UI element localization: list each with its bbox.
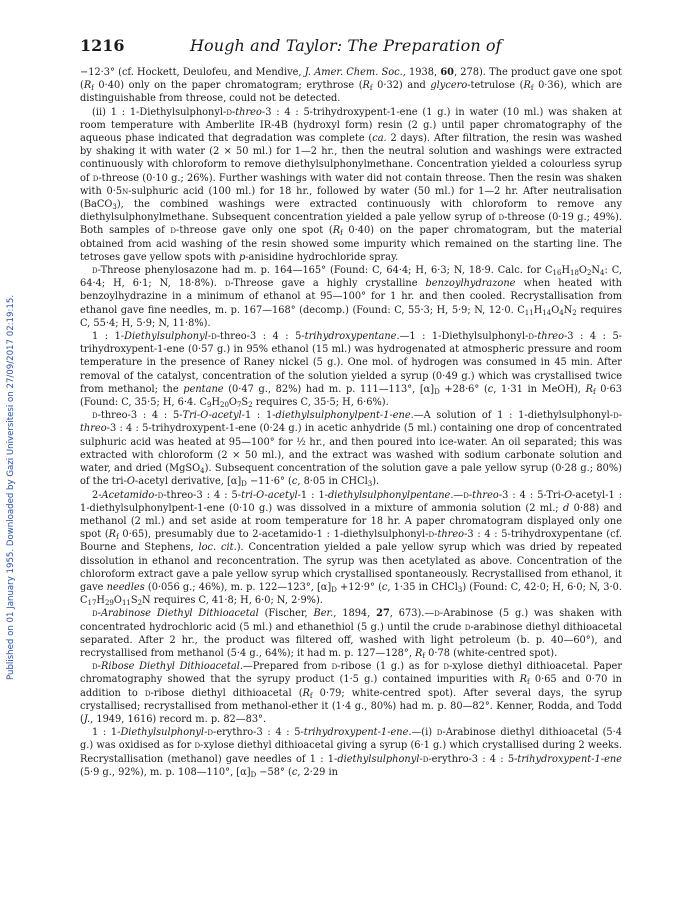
paragraph: d-Ribose Diethyl Dithioacetal.—Prepared from d-ribose (1 g.) as for d-xylose diethyl dithioacetal. Paper chromatography showed that the syrupy product (1·5 g.) contained impurities with $R_f$ 0·65 and 0·70 in addition to d-ribose diethyl dithioacetal ($R_f$ 0·79; white-centred spot). After several days, the syrup crystallised; recrystallised from methanol-ether it (1·4 g., 80%) had m. p. 80—82°. Kenner, Rodda, and Todd (J., 1949, 1616) record m. p. 82—83°. (80, 661, 623, 725)
paragraph: (ii) 1 : 1-Diethylsulphonyl-d-threo-3 : 4 : 5-trihydroxypent-1-ene (1 g.) in water (10 ml.) was shaken at room temperature with Amberlite IR-4B (hydroxyl form) resin (2 g.) until paper chromatography of the aqueous phase indicated that degradation was complete (ca. 2 days). After filtration, the resin was washed by shaking it with water (2 × 50 ml.) for 1—2 hr., then the neutral solution and washings were extracted continuously with chloroform to remove diethylsulphonylmethane. Concentration yielded a colourless syrup of d-threose (0·10 g.; 26%). Further washings with water did not contain threose. Then the resin was shaken with 0·5n-sulphuric acid (100 ml.) for 18 hr., followed by water (50 ml.) for 1—2 hr. After neutralisation (BaCO$_3$), the combined washings were extracted continuously with chloroform to remove any diethylsulphonylmethane. Subsequent concentration yielded a pale yellow syrup of d-threose (0·19 g.; 49%). Both samples of d-threose gave only one spot ($R_f$ 0·40) on the paper chromatogram, but the material obtained from acid washing of the resin showed some impurity which remained on the starting line. The tetroses gave yellow spots with p-anisidine hydrochloride spray. (80, 106, 622, 263)
paragraph: −12·3° (cf. Hockett, Deulofeu, and Mendive, J. Amer. Chem. Soc., 1938, 60, 278). The product gave one spot ($R_f$ 0·40) only on the paper chromatogram; erythrose ($R_f$ 0·32) and glycero-tetrulose ($R_f$ 0·36), which are distinguishable from threose, could not be detected. (80, 67, 622, 105)
download-watermark-text: Published on 01 January 1955. Downloaded by Gazi Universitesi on 27/09/2017 02:19:15. (6, 294, 16, 680)
paragraph: d-Threose phenylosazone had m. p. 164—165° (Found: C, 64·4; H, 6·3; N, 18·9. Calc. for $C_{16}H_{18}O_2N_4$: C, 64·4; H, 6·1; N, 18·8%). d-Threose gave a highly crystalline benzoylhydrazone when heated with benzoylhydrazine in a minimum of ethanol at 95—100° for 1 hr. and then cooled. Recrystallisation from ethanol gave fine needles, m. p. 167—168° (decomp.) (Found: C, 55·3; H, 5·9; N, 12·0. $C_{11}H_{14}O_4N_2$ requires C, 55·4; H, 5·9; N, 11·8%). (80, 265, 622, 329)
paragraph: 2-Acetamido-d-threo-3 : 4 : 5-tri-O-acetyl-1 : 1-diethylsulphonylpentane.—d-threo-3 : 4 : 5-Tri-O-acetyl-1 : 1-diethylsulphonylpent-1-ene (0·10 g.) was dissolved in a mixture of ammonia solution (2 ml.; d 0·88) and methanol (2 ml.) and set aside at room temperature for 18 hr. A paper chromatogram displayed only one spot ($R_f$ 0·65), presumably due to 2-acetamido-1 : 1-diethylsulphonyl-d-threo-3 : 4 : 5-trihydroxypentane (cf. Bourne and Stephens, loc. cit.). Concentration yielded a pale yellow syrup which was dried by repeated dissolution in ethanol and reconcentration. The syrup was then acetylated as above. Concentration of the chloroform extract gave a pale yellow syrup which crystallised spontaneously. Recrystallised from ethanol, it gave needles (0·056 g.; 46%), m. p. 122—123°, $[\alpha]_D +12\cdot 9^\circ$ (c, 1·35 in CHCl$_3$) (Found: C, 42·0; H, 6·0; N, 3·0. $C_{17}H_{29}O_{11}S_2N$ requires C, 41·8; H, 6·0; N, 2·9%). (80, 489, 623, 608)
paragraph: 1 : 1-Diethylsulphonyl-d-erythro-3 : 4 : 5-trihydroxypent-1-ene.—(i) d-Arabinose diethyl dithioacetal (5·4 g.) was oxidised as for d-xylose diethyl dithioacetal giving a syrup (6·1 g.) which crystallised during 2 weeks. Recrystallisation (methanol) gave needles of 1 : 1-diethylsulphonyl-d-erythro-3 : 4 : 5-trihydroxypent-1-ene (5·9 g., 92%), m. p. 108—110°, $[\alpha]_D -58^\circ$ (c, 2·29 in (80, 727, 622, 779)
running-title: Hough and Taylor: The Preparation of (190, 36, 502, 55)
paragraph: 1 : 1-Diethylsulphonyl-d-threo-3 : 4 : 5-trihydroxypentane.—1 : 1-Diethylsulphonyl-d-threo-3 : 4 : 5-trihydroxypent-1-ene (0·57 g.) in 95% ethanol (15 ml.) was hydrogenated at atmospheric pressure and room temperature in the presence of Raney nickel (5 g.). One mol. of hydrogen was consumed in 45 min. After removal of the catalyst, concentration of the solution yielded a syrup (0·49 g.) which was crystallised twice from methanol; the pentane (0·47 g., 82%) had m. p. 111—113°, $[\alpha]_D +28\cdot 6^\circ$ (c, 1·31 in MeOH), $R_f$ 0·63 (Found: C, 35·5; H, 6·4. $C_9H_{20}O_7S_2$ requires C, 35·5; H, 6·6%). (80, 331, 623, 410)
page-header (80, 36, 620, 56)
page-number: 1216 (80, 36, 125, 55)
paragraph: d-Arabinose Diethyl Dithioacetal (Fischer, Ber., 1894, 27, 673).—d-Arabinose (5 g.) was shaken with concentrated hydrochloric acid (5 ml.) and ethanethiol (5 g.) until the crude d-arabinose diethyl dithioacetal separated. After 2 hr., the product was filtered off, washed with light petroleum (b. p. 40—60°), and recrystallised from methanol (5·4 g., 64%); it had m. p. 127—128°, $R_f$ 0·78 (white-centred spot). (80, 608, 623, 660)
article-body (80, 66, 622, 779)
paragraph: d-threo-3 : 4 : 5-Tri-O-acetyl-1 : 1-diethylsulphonylpent-1-ene.—A solution of 1 : 1-diethylsulphonyl-d-threo-3 : 4 : 5-trihydroxypent-1-ene (0·24 g.) in acetic anhydride (5 ml.) containing one drop of concentrated sulphuric acid was heated at 95—100° for ½ hr., and then poured into ice-water. An oil separated; this was extracted with chloroform (2 × 50 ml.), and the extract was washed with sodium carbonate solution and water, and dried (MgSO$_4$). Subsequent concentration of the solution gave a pale yellow syrup (0·28 g.; 80%) of the tri-O-acetyl derivative, $[\alpha]_D -11\cdot 6^\circ$ (c, 8·05 in CHCl$_3$). (80, 410, 622, 489)
download-watermark (6, 120, 18, 680)
